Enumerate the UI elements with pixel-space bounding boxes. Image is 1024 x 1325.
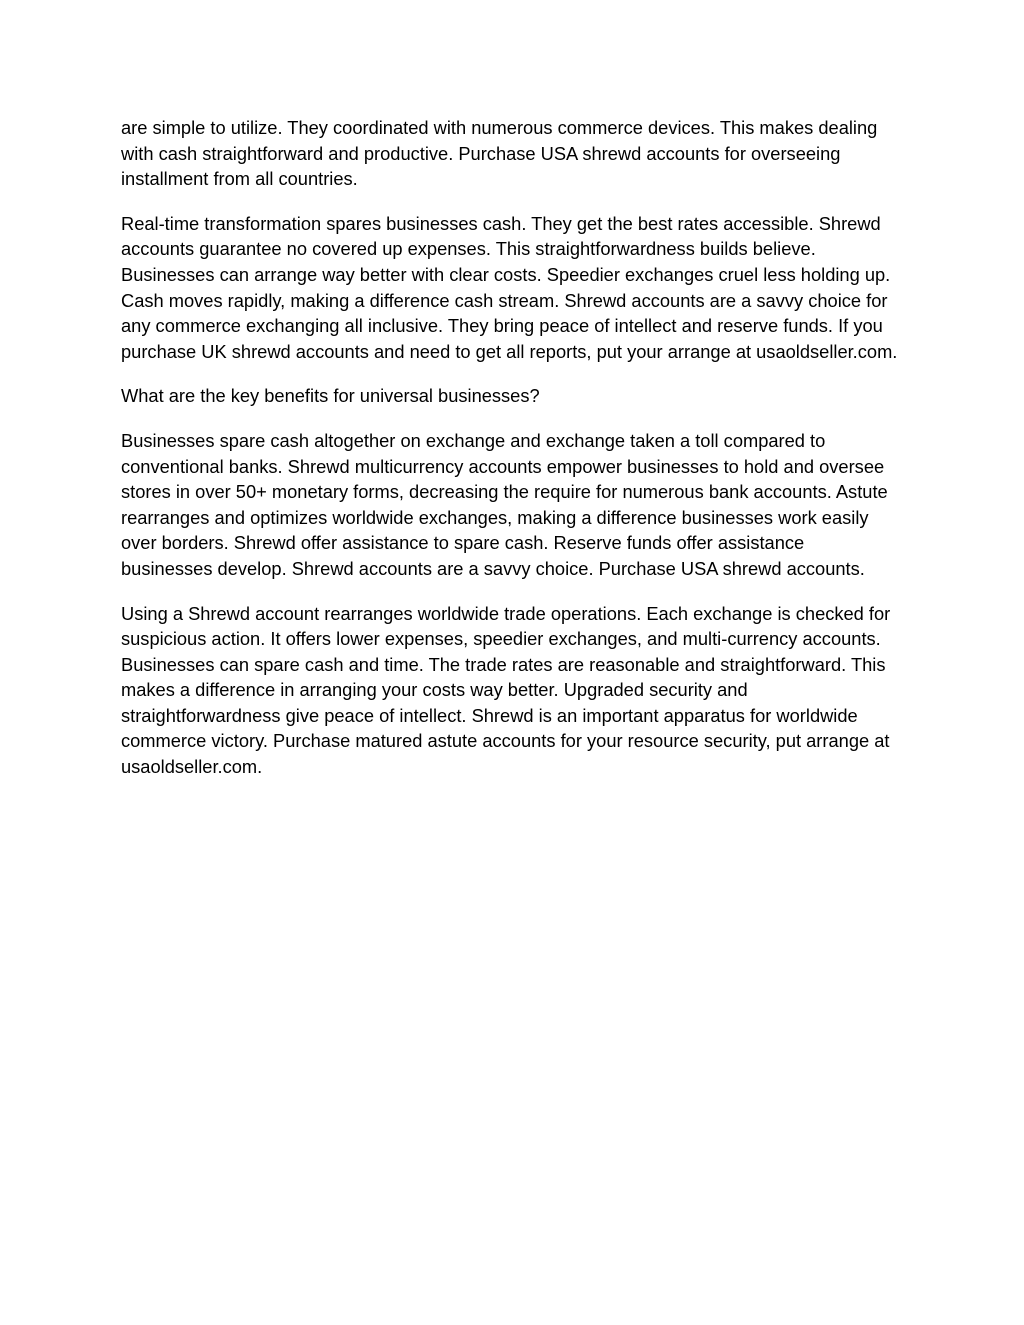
text-line: Using a Shrewd account rearranges worldwide trade operations. Each exchange is checked for [121, 602, 891, 624]
text-line: purchase UK shrewd accounts and need to get all reports, put your arrange at usaoldseller.com. [121, 340, 898, 362]
text-line: conventional banks. Shrewd multicurrency accounts empower businesses to hold and oversee [121, 455, 885, 477]
text-line: Real-time transformation spares businesses cash. They get the best rates accessible. Shrewd [121, 212, 881, 234]
text-line: makes a difference in arranging your costs way better. Upgraded security and [121, 679, 748, 701]
text-line: are simple to utilize. They coordinated with numerous commerce devices. This makes dealing [121, 117, 878, 138]
text-line: usaoldseller.com. [121, 756, 263, 778]
text-line: rearranges and optimizes worldwide exchanges, making a difference businesses work easily [121, 506, 869, 528]
text-line: Businesses can spare cash and time. The trade rates are reasonable and straightforward. This [121, 653, 886, 675]
text-line: What are the key benefits for universal businesses? [121, 385, 540, 407]
text-line: suspicious action. It offers lower expenses, speedier exchanges, and multi-currency accounts. [121, 628, 881, 650]
text-line: accounts guarantee no covered up expenses. This straightforwardness builds believe. [121, 238, 816, 260]
question-paragraph [121, 383, 916, 409]
text-line: Businesses spare cash altogether on exchange and exchange taken a toll compared to [121, 429, 826, 451]
text-line: with cash straightforward and productive. Purchase USA shrewd accounts for overseeing [121, 142, 841, 164]
text-line: straightforwardness give peace of intellect. Shrewd is an important apparatus for worldwide [121, 704, 858, 726]
text-line: over borders. Shrewd offer assistance to spare cash. Reserve funds offer assistance [121, 532, 805, 554]
text-line: Cash moves rapidly, making a difference cash stream. Shrewd accounts are a savvy choice for [121, 289, 888, 311]
text-line: installment from all countries. [121, 168, 358, 190]
text-line: businesses develop. Shrewd accounts are a savvy choice. Purchase USA shrewd accounts. [121, 557, 865, 579]
text-line: commerce victory. Purchase matured astute accounts for your resource security, put arrange at [121, 730, 890, 752]
text-line: stores in over 50+ monetary forms, decreasing the require for numerous bank accounts. Astute [121, 481, 888, 503]
text-line: Businesses can arrange way better with clear costs. Speedier exchanges cruel less holding up. [121, 263, 891, 285]
paragraph-4 [121, 428, 916, 582]
document-body-text [121, 115, 916, 799]
paragraph-2 [121, 211, 916, 365]
paragraph-1 [121, 115, 916, 192]
paragraph-5 [121, 601, 916, 780]
text-line: any commerce exchanging all inclusive. They bring peace of intellect and reserve funds. If you [121, 315, 883, 337]
